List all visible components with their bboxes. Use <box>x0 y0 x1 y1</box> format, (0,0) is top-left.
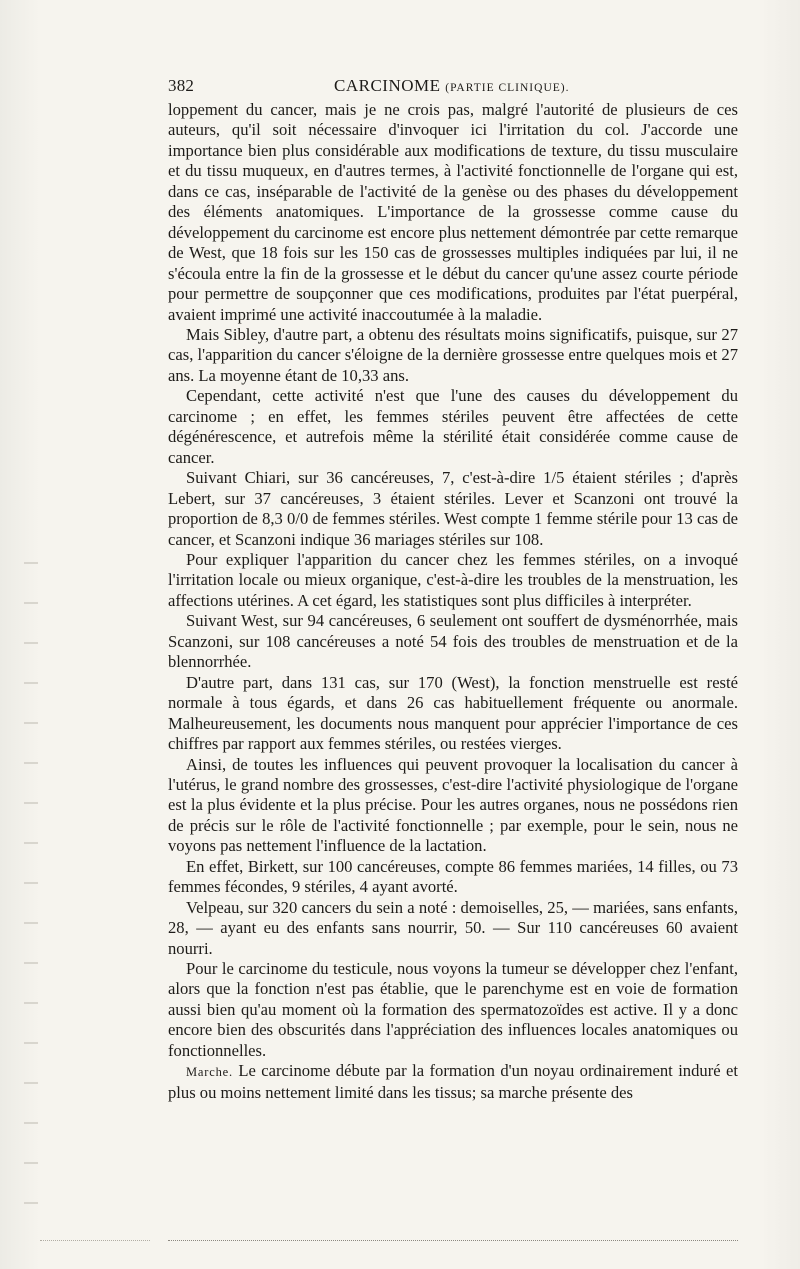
running-title-sub: (PARTIE CLINIQUE). <box>445 82 570 94</box>
paragraph-7: D'autre part, dans 131 cas, sur 170 (West), la fonction menstruelle est resté normale à tous égards, et dans 26 cas habituellement fréquente ou anormale. Malheureusement, les documents nous manquent pour apprécier l'importance de ces chiffres par rapport aux femmes stériles, ou restées vierges. <box>168 672 738 754</box>
paragraph-6: Suivant West, sur 94 cancéreuses, 6 seulement ont souffert de dysménorrhée, mais Scanzoni, sur 108 cancéreuses a noté 54 fois des troubles de menstruation et de la blennorrhée. <box>168 611 738 672</box>
running-title-main: CARCINOME <box>334 76 441 95</box>
running-title <box>334 76 569 96</box>
margin-scan-marks <box>24 540 38 1240</box>
paragraph-5: Pour expliquer l'apparition du cancer chez les femmes stériles, on a invoqué l'irritation locale ou mieux organique, c'est-à-dire les troubles de la menstruation, les affections utérines. A cet égard, les statistiques sont plus difficiles à interpréter. <box>168 549 738 610</box>
paragraph-2: Mais Sibley, d'autre part, a obtenu des résultats moins significatifs, puisque, sur 27 cas, l'apparition du cancer s'éloigne de la dernière grossesse entre quelques mois et 27 ans. La moyenne étant de 10,33 ans. <box>168 324 738 385</box>
bottom-dotted-rule <box>168 1240 738 1241</box>
bottom-dotted-rule-left <box>40 1240 150 1241</box>
paragraph-10: Velpeau, sur 320 cancers du sein a noté : demoiselles, 25, — mariées, sans enfants, 28, — ayant eu des enfants sans nourrir, 50. — Sur 110 cancéreuses 60 avaient nourri. <box>168 897 738 958</box>
paragraph-8: Ainsi, de toutes les influences qui peuvent provoquer la localisation du cancer à l'utérus, le grand nombre des grossesses, c'est-dire l'activité physiologique de l'organe est la plus évidente et la plus précise. Pour les autres organes, nous ne possédons rien de précis sur le rôle de l'activité fonctionnelle ; par exemple, pour le sein, nous ne voyons pas nettement l'influence de la lactation. <box>168 754 738 856</box>
paragraph-11: Pour le carcinome du testicule, nous voyons la tumeur se développer chez l'enfant, alors que la fonction n'est pas établie, que le parenchyme est en voie de formation aussi bien qu'au moment où la formation des spermatozoïdes est active. Il y a donc encore bien des obscurités dans l'appréciation des influences locales anatomiques ou fonctionnelles. <box>168 959 738 1060</box>
paragraph-1: loppement du cancer, mais je ne crois pas, malgré l'autorité de plusieurs de ces auteurs, qu'il soit nécessaire d'invoquer ici l'irritation du col. J'accorde une importance bien plus considérable aux modifications de texture, du tissu musculaire et du tissu muqueux, en d'autres termes, à l'activité fonctionnelle de l'organe qui est, dans ce cas, inséparable de l'activité de la genèse ou des phases du développement des éléments anatomiques. L'importance de la grossesse comme cause du développement du carcinome est encore plus nettement démontrée par cette remarque de West, que 18 fois sur les 150 cas de grossesses multiples indiquées par lui, il ne s'écoula entre la fin de la grossesse et le début du cancer qu'une assez courte période pour permettre de soupçonner que ces modifications, produites par l'état puerpéral, avaient imprimé une activité inaccoutumée à la maladie. <box>168 100 738 324</box>
paragraph-12-text: Le carcinome débute par la formation d'un noyau ordinairement induré et plus ou moins nettement limité dans les tissus; sa marche présente des <box>168 1061 738 1102</box>
page-number: 382 <box>168 76 195 95</box>
paragraph-9: En effet, Birkett, sur 100 cancéreuses, compte 86 femmes mariées, 14 filles, ou 73 femmes fécondes, 9 stériles, 4 ayant avorté. <box>168 856 738 897</box>
paragraph-3: Cependant, cette activité n'est que l'une des causes du développement du carcinome ; en effet, les femmes stériles peuvent être affectées de cette dégénérescence, et autrefois même la stérilité était considérée comme cause de cancer. <box>168 386 738 467</box>
body-text <box>168 100 738 1103</box>
page-header <box>168 76 738 100</box>
section-lead-marche: Marche. <box>186 1065 233 1080</box>
paragraph-4: Suivant Chiari, sur 36 cancéreuses, 7, c'est-à-dire 1/5 étaient stériles ; d'après Lebert, sur 37 cancéreuses, 3 étaient stériles. Lever et Scanzoni ont trouvé la proportion de 8,3 0/0 de femmes stériles. West compte 1 femme stérile pour 13 cas de cancer, et Scanzoni indique 36 mariages stériles sur 108. <box>168 468 738 549</box>
paragraph-12 <box>168 1061 738 1103</box>
